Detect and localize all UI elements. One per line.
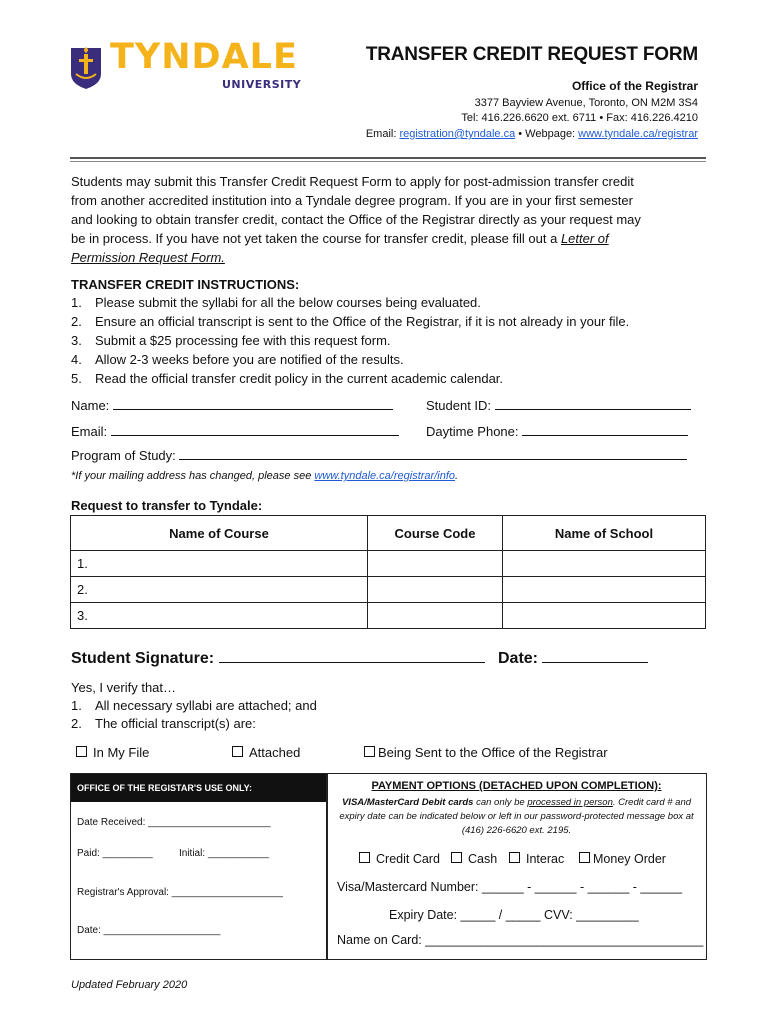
- email-link[interactable]: registration@tyndale.ca: [399, 128, 516, 140]
- program-field[interactable]: Program of Study:: [71, 447, 687, 463]
- interac-checkbox[interactable]: Interac: [509, 852, 564, 866]
- school-cell[interactable]: [503, 603, 706, 629]
- address-note: *If your mailing address has changed, please see www.tyndale.ca/registrar/info.: [71, 470, 459, 482]
- intro-line: from another accredited institution into a Tyndale degree program. If you are in your first semester: [71, 193, 633, 208]
- office-use-title: OFFICE OF THE REGISTAR'S USE ONLY:: [71, 774, 327, 802]
- header-divider-thin: [70, 161, 706, 162]
- col-course-code: Course Code: [368, 516, 503, 551]
- being-sent-checkbox[interactable]: Being Sent to the Office of the Registrar: [364, 745, 608, 760]
- row-number[interactable]: 3.: [71, 603, 368, 629]
- logo-subtitle: UNIVERSITY: [222, 78, 302, 91]
- course-code-cell[interactable]: [368, 551, 503, 577]
- office-address: 3377 Bayview Avenue, Toronto, ON M2M 3S4: [474, 97, 698, 109]
- row-number[interactable]: 2.: [71, 577, 368, 603]
- office-use-box: [70, 773, 328, 960]
- checkbox-icon: [364, 746, 375, 757]
- checkbox-icon: [451, 852, 462, 863]
- email-field[interactable]: Email:: [71, 423, 399, 439]
- email-label: Email:: [365, 128, 400, 140]
- request-title: Request to transfer to Tyndale:: [71, 498, 263, 513]
- attached-checkbox[interactable]: Attached: [232, 745, 300, 760]
- payment-options-box: [326, 773, 707, 960]
- table-row: [71, 551, 706, 577]
- instruction-item: 5. Read the official transfer credit policy in the current academic calendar.: [71, 371, 504, 386]
- initial-field[interactable]: Initial: ___________: [179, 848, 270, 859]
- office-phone: Tel: 416.226.6620 ext. 6711 • Fax: 416.226.4210: [461, 112, 698, 124]
- student-id-field[interactable]: Student ID:: [426, 397, 691, 413]
- intro-line: be in process. If you have not yet taken the course for transfer credit, please fill out a: [71, 231, 561, 246]
- course-code-cell[interactable]: [368, 577, 503, 603]
- col-course-name: Name of Course: [71, 516, 368, 551]
- paid-field[interactable]: Paid: _________: [77, 848, 153, 859]
- office-contact: [366, 128, 698, 140]
- office-date-field[interactable]: Date: _____________________: [77, 925, 221, 936]
- web-label: • Webpage:: [515, 128, 579, 140]
- expiry-cvv-field[interactable]: Expiry Date: _____ / _____ CVV: _________: [389, 908, 639, 922]
- payment-title: PAYMENT OPTIONS (DETACHED UPON COMPLETION):: [371, 780, 662, 792]
- course-table: [70, 515, 706, 629]
- table-row: [71, 603, 706, 629]
- registrar-info-link[interactable]: www.tyndale.ca/registrar/info: [314, 470, 455, 482]
- school-cell[interactable]: [503, 551, 706, 577]
- cash-checkbox[interactable]: Cash: [451, 852, 497, 866]
- office-name: Office of the Registrar: [571, 79, 698, 93]
- checkbox-icon: [76, 746, 87, 757]
- daytime-phone-field[interactable]: Daytime Phone:: [426, 423, 688, 439]
- webpage-link[interactable]: www.tyndale.ca/registrar: [578, 128, 698, 140]
- money-order-checkbox[interactable]: Money Order: [579, 852, 666, 866]
- credit-card-checkbox[interactable]: Credit Card: [359, 852, 440, 866]
- updated-date: Updated February 2020: [71, 979, 188, 991]
- header-divider: [70, 157, 706, 159]
- intro-line: Students may submit this Transfer Credit Request Form to apply for post-admission transfer credit: [71, 174, 634, 189]
- form-title: TRANSFER CREDIT REQUEST FORM: [365, 44, 698, 65]
- checkbox-icon: [232, 746, 243, 757]
- intro-paragraph: [71, 172, 711, 267]
- checkbox-icon: [509, 852, 520, 863]
- date-received-field[interactable]: Date Received: ______________________: [77, 817, 271, 828]
- registrar-approval-field[interactable]: Registrar's Approval: ____________________: [77, 887, 283, 898]
- name-on-card-field[interactable]: Name on Card: ________________________________________: [337, 933, 704, 947]
- instructions-title: TRANSFER CREDIT INSTRUCTIONS:: [71, 277, 300, 292]
- col-school-name: Name of School: [503, 516, 706, 551]
- verify-item: 1. All necessary syllabi are attached; and: [71, 698, 317, 713]
- letter-of-permission-link[interactable]: Letter of: [560, 231, 609, 246]
- row-number[interactable]: 1.: [71, 551, 368, 577]
- signature-date-field[interactable]: Date:: [498, 648, 648, 668]
- payment-note: VISA/MasterCard Debit cards can only be processed in person. Credit card # and expiry date can be indicated below or left in our password-protected message box at (416) 226-6620 ext. 2195.: [339, 797, 694, 836]
- intro-line: and looking to obtain transfer credit, contact the Office of the Registrar directly as your request may: [71, 212, 641, 227]
- course-code-cell[interactable]: [368, 603, 503, 629]
- logo-wordmark: TYNDALE: [110, 37, 298, 77]
- verify-item: 2. The official transcript(s) are:: [71, 716, 256, 731]
- instruction-item: 4. Allow 2-3 weeks before you are notified of the results.: [71, 352, 404, 367]
- table-row: [71, 577, 706, 603]
- name-field[interactable]: Name:: [71, 397, 393, 413]
- instruction-item: 2. Ensure an official transcript is sent to the Office of the Registrar, if it is not already in your file.: [71, 314, 630, 329]
- student-signature-field[interactable]: Student Signature:: [71, 648, 485, 668]
- instruction-item: 1. Please submit the syllabi for all the below courses being evaluated.: [71, 295, 481, 310]
- in-my-file-checkbox[interactable]: In My File: [76, 745, 149, 760]
- permission-form-link[interactable]: Permission Request Form.: [71, 250, 225, 265]
- school-cell[interactable]: [503, 577, 706, 603]
- checkbox-icon: [359, 852, 370, 863]
- card-number-field[interactable]: Visa/Mastercard Number: ______ - ______ - ______ - ______: [337, 880, 683, 894]
- verify-intro: Yes, I verify that…: [71, 680, 177, 695]
- tyndale-crest-icon: [70, 44, 102, 90]
- checkbox-icon: [579, 852, 590, 863]
- instruction-item: 3. Submit a $25 processing fee with this request form.: [71, 333, 391, 348]
